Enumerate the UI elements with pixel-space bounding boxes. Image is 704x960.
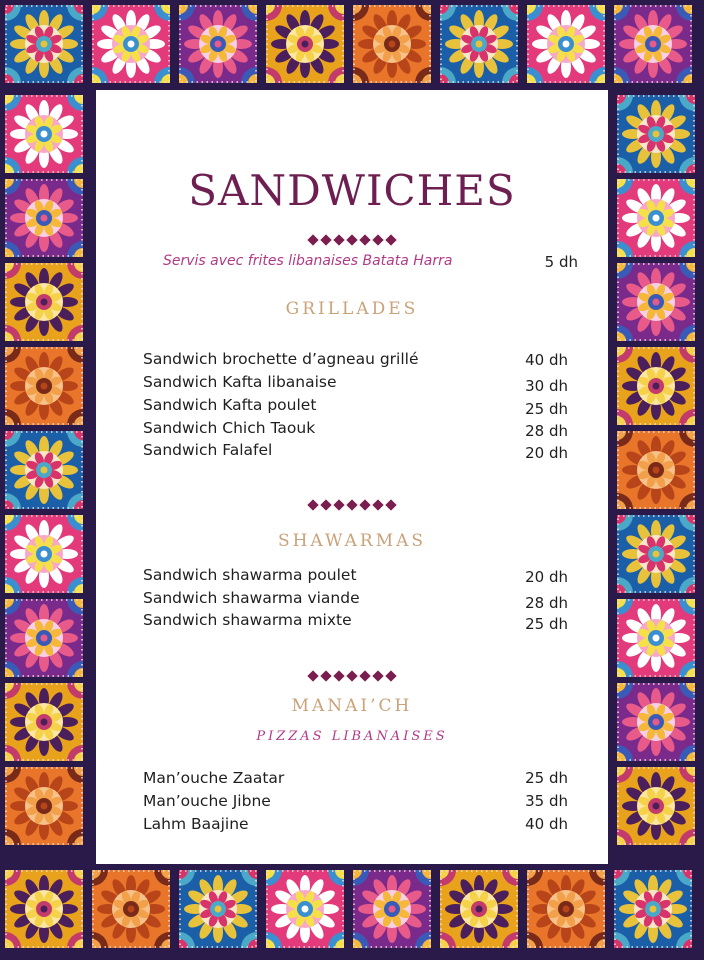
section-heading-shawarmas: SHAWARMAS [277,531,427,551]
mandala-tile [353,5,431,83]
mandala-tile [527,870,605,948]
menu-item-price: 40 dh [525,815,568,833]
mandala-tile [440,870,518,948]
mandala-tile [92,5,170,83]
menu-item: Man’ouche Zaatar [143,769,285,787]
menu-item-price: 30 dh [525,377,568,395]
mandala-tile [5,5,83,83]
mandala-tile [617,95,695,173]
section-heading-manaich: MANAI’CH [291,696,413,716]
menu-item-price: 35 dh [525,792,568,810]
fries-price: 5 dh [544,253,578,271]
mandala-tile [440,5,518,83]
menu-item-price: 25 dh [525,615,568,633]
mandala-tile [614,5,692,83]
mandala-tile [5,515,83,593]
diamond-divider [0,229,704,248]
mandala-tile [179,5,257,83]
menu-item: Sandwich shawarma poulet [143,566,357,584]
menu-item-price: 28 dh [525,422,568,440]
mandala-tile [353,870,431,948]
menu-item: Man’ouche Jibne [143,792,271,810]
mandala-tile [617,767,695,845]
menu-item-price: 40 dh [525,351,568,369]
menu-item: Sandwich Kafta poulet [143,396,317,414]
menu-item-price: 25 dh [525,769,568,787]
mandala-tile [617,683,695,761]
menu-item: Sandwich Chich Taouk [143,419,316,437]
menu-item-price: 25 dh [525,400,568,418]
menu-item: Sandwich Kafta libanaise [143,373,337,391]
diamond-divider [0,665,704,684]
section-heading-grillades: GRILLADES [285,299,419,319]
menu-item: Sandwich Falafel [143,441,273,459]
mandala-tile [617,347,695,425]
mandala-tile [617,515,695,593]
fries-note: Servis avec frites libanaises Batata Harra [163,253,453,269]
mandala-tile [179,870,257,948]
mandala-tile [5,95,83,173]
menu-item: Sandwich shawarma viande [143,589,360,607]
section-subheading-pizzas: PIZZAS LIBANAISES [256,729,448,744]
mandala-tile [92,870,170,948]
mandala-tile [5,347,83,425]
menu-item: Sandwich brochette d’agneau grillé [143,350,419,368]
menu-title: SANDWICHES [188,166,516,215]
mandala-tile [5,683,83,761]
menu-item: Lahm Baajine [143,815,249,833]
diamond-divider [0,494,704,513]
mandala-tile [266,870,344,948]
menu-item: Sandwich shawarma mixte [143,611,352,629]
mandala-tile [614,870,692,948]
mandala-tile [5,870,83,948]
menu-item-price: 28 dh [525,594,568,612]
mandala-tile [5,767,83,845]
mandala-tile [527,5,605,83]
menu-item-price: 20 dh [525,444,568,462]
mandala-tile [266,5,344,83]
menu-item-price: 20 dh [525,568,568,586]
